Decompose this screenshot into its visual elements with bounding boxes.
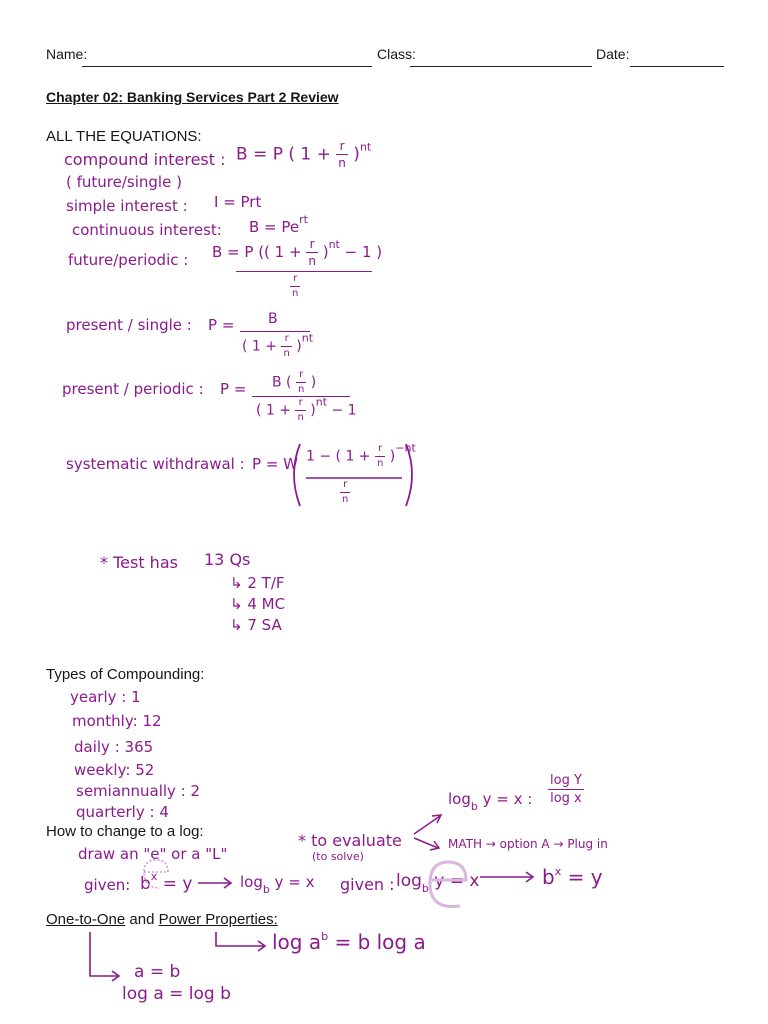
log-draw-note: draw an "e" or a "L" — [78, 845, 228, 863]
power-property: $\log a^b = b$ log a — [272, 930, 426, 954]
present-single-label: present / single : — [66, 316, 192, 334]
one-to-one-log: log a = log b — [122, 984, 231, 1004]
continuous-interest-label: continuous interest: — [72, 221, 222, 239]
compounding-item: daily : 365 — [74, 738, 154, 756]
compound-interest-formula: B = P ( 1 + $\frac{r}{n}$ )$^{nt}$ — [236, 139, 372, 170]
simple-interest-label: simple interest : — [66, 197, 188, 215]
systematic-withdrawal-numerator: 1 − ( 1 + $\frac{r}{n}$ )$^{-nt}$ — [306, 441, 416, 469]
page-title: Chapter 02: Banking Services Part 2 Review — [46, 89, 339, 105]
future-periodic-formula: B = P (( 1 + $\frac{r}{n}$ )$^{nt}$ − 1 ) — [212, 237, 383, 268]
compound-interest-note: ( future/single ) — [66, 173, 182, 191]
continuous-interest-formula: $B = Pe^{rt}$ — [249, 213, 308, 236]
class-label: Class: — [377, 46, 416, 62]
future-periodic-label: future/periodic : — [68, 251, 189, 269]
log-form-2: $\log_b y = x$ — [396, 871, 480, 895]
name-field[interactable] — [82, 66, 372, 67]
future-periodic-fraction-bar — [236, 271, 372, 272]
systematic-withdrawal-formula: P = W — [252, 455, 298, 473]
branch-arrows — [410, 810, 450, 858]
test-info-item: ↳ 7 SA — [230, 616, 282, 634]
future-periodic-denominator: $\frac{r}{n}$ — [292, 273, 299, 299]
systematic-withdrawal-label: systematic withdrawal : — [66, 455, 245, 473]
present-single-fraction-bar — [240, 331, 310, 332]
change-of-base-lhs: $\log_b y = x$ : — [448, 790, 533, 813]
arrow-icon — [198, 876, 234, 890]
compounding-item: quarterly : 4 — [76, 803, 169, 821]
equations-heading: ALL THE EQUATIONS: — [46, 128, 202, 145]
present-single-denominator: ( 1 + $\frac{r}{n}$ )$^{nt}$ — [242, 331, 314, 359]
present-periodic-label: present / periodic : — [62, 380, 204, 398]
log-heading: How to change to a log: — [46, 823, 204, 840]
log-form: $\log_b y = x$ — [240, 873, 315, 896]
e-shape-dotted — [138, 858, 188, 904]
compounding-heading: Types of Compounding: — [46, 666, 205, 683]
one-to-one-equation: a = b — [134, 962, 181, 982]
calculator-steps: MATH → option A → Plug in — [448, 837, 608, 851]
property-arrows — [88, 930, 288, 980]
present-periodic-denominator: ( 1 + $\frac{r}{n}$ )$^{nt}$ − 1 — [256, 395, 357, 423]
properties-heading: One-to-One and Power Properties: — [46, 911, 278, 928]
arrow-icon — [480, 870, 536, 884]
change-of-base-rhs: $\frac{\text{log Y}}{\text{log x}}$ — [550, 773, 582, 806]
compounding-item: semiannually : 2 — [76, 782, 201, 800]
test-info-item: ↳ 2 T/F — [230, 574, 285, 592]
e-shape-highlight — [426, 858, 476, 914]
evaluate-note: * to evaluate — [298, 831, 402, 850]
compounding-item: monthly: 12 — [72, 712, 162, 730]
compounding-item: yearly : 1 — [70, 688, 141, 706]
present-single-equals: P = — [208, 316, 235, 334]
test-info-count: 13 Qs — [204, 550, 251, 569]
simple-interest-formula: I = Prt — [214, 193, 262, 211]
test-info-intro: * Test has — [100, 553, 178, 572]
log-given-label: given: — [84, 876, 131, 894]
present-periodic-numerator: B ( $\frac{r}{n}$ ) — [272, 369, 317, 395]
exponential-form-2: $b^x = y$ — [542, 865, 603, 889]
evaluate-sub: (to solve) — [312, 850, 364, 863]
present-single-numerator: B — [268, 311, 278, 327]
systematic-withdrawal-denominator: $\frac{r}{n}$ — [342, 479, 349, 505]
log-given2-label: given : — [340, 875, 395, 894]
compound-interest-label: compound interest : — [64, 150, 226, 169]
date-label: Date: — [596, 46, 630, 62]
compounding-item: weekly: 52 — [74, 761, 155, 779]
date-field[interactable] — [630, 66, 724, 67]
class-field[interactable] — [410, 66, 592, 67]
exponential-form: $b^x = y$ — [140, 870, 193, 894]
present-periodic-equals: P = — [220, 380, 247, 398]
name-label: Name: — [46, 46, 88, 62]
test-info-item: ↳ 4 MC — [230, 595, 286, 613]
